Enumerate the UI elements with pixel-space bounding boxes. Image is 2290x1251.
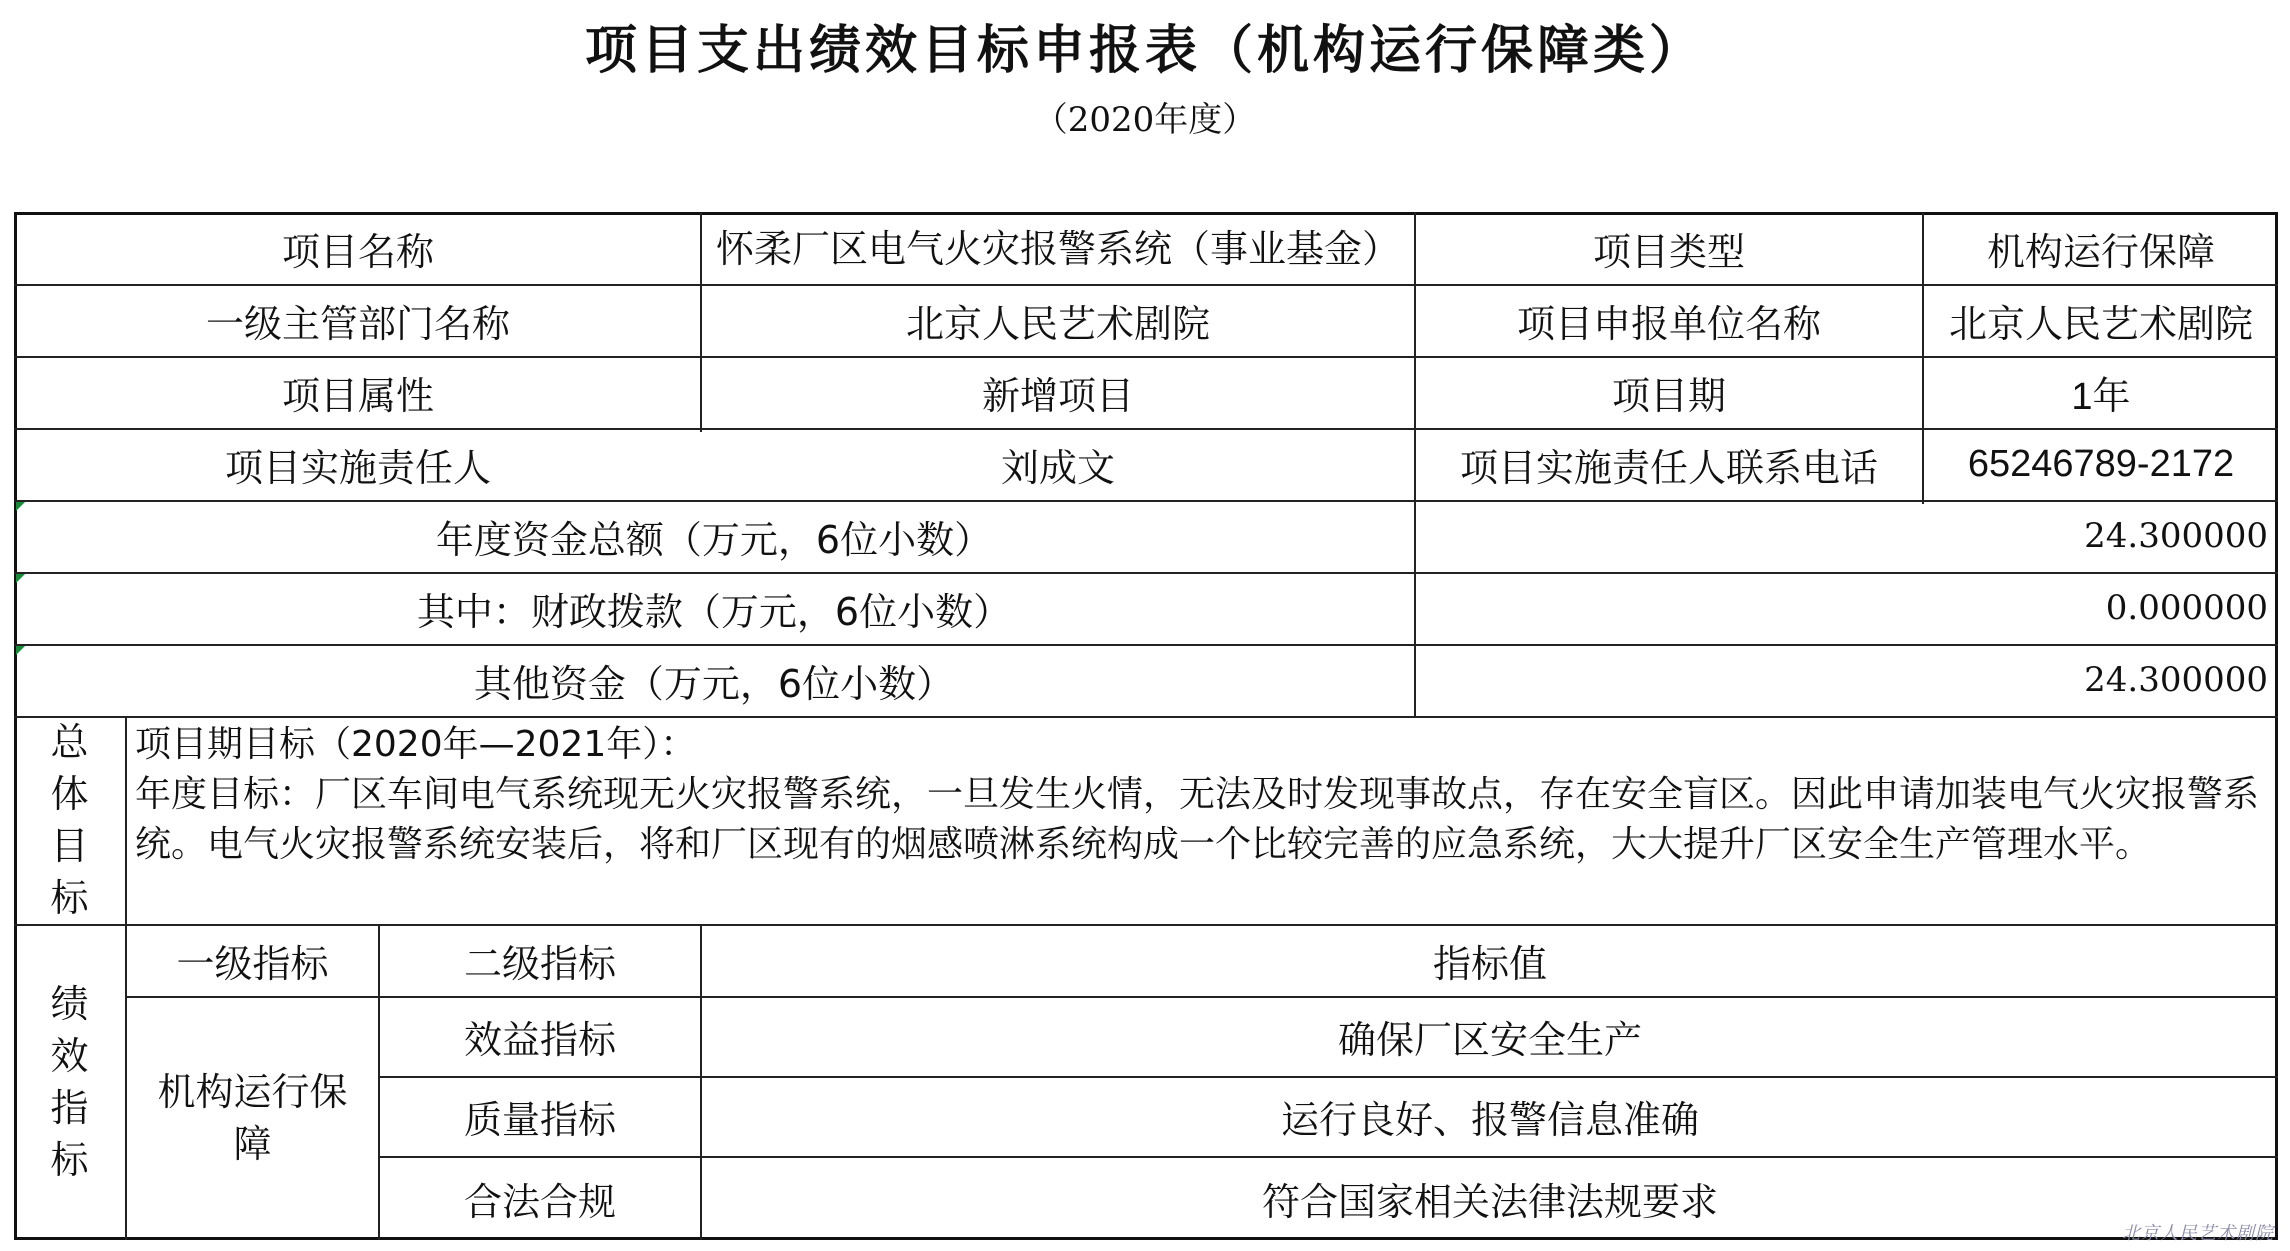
project-attribute-label: 项目属性 (281, 373, 434, 418)
indicator-value: 运行良好、报警信息准确 (1280, 1097, 1699, 1142)
department-value: 北京人民艺术剧院 (905, 301, 1210, 346)
level2-indicator-header: 二级指标 (463, 941, 616, 986)
performance-indicator-label: 绩 效 指 标 (50, 982, 89, 1182)
overall-goal-text (127, 716, 2278, 924)
reporting-unit-value: 北京人民艺术剧院 (1948, 301, 2253, 346)
project-type-label: 项目类型 (1592, 229, 1745, 274)
level2-indicator: 效益指标 (463, 1017, 616, 1062)
other-funds-label: 其他资金（万元，6位小数） (473, 661, 955, 706)
page-subtitle: （2020年度） (1033, 100, 1257, 140)
project-period-goal: 项目期目标（2020年—2021年）： (135, 724, 697, 765)
project-period-label: 项目期 (1611, 373, 1726, 418)
watermark-stamp: 北京人民艺术剧院 (2122, 1223, 2274, 1244)
level2-indicator: 质量指标 (463, 1097, 616, 1142)
page-title: 项目支出绩效目标申报表（机构运行保障类） (584, 21, 1705, 81)
reporting-unit-label: 项目申报单位名称 (1516, 301, 1821, 346)
contact-phone-value: 65246789-2172 (1967, 442, 2235, 485)
level1-indicator-header: 一级指标 (176, 941, 329, 986)
annual-total-funds-label: 年度资金总额（万元，6位小数） (435, 517, 993, 562)
project-type-value: 机构运行保障 (1986, 229, 2215, 274)
other-funds-value: 24.300000 (2084, 660, 2268, 700)
indicator-value: 符合国家相关法律法规要求 (1261, 1179, 1718, 1224)
department-label: 一级主管部门名称 (205, 301, 510, 346)
responsible-person-label: 项目实施责任人 (224, 445, 491, 490)
project-attribute-value: 新增项目 (981, 373, 1134, 418)
level2-indicator: 合法合规 (463, 1179, 616, 1224)
annual-goal: 年度目标：厂区车间电气系统现无火灾报警系统，一旦发生火情，无法及时发现事故点，存在安全盲区。因此申请加装电气火灾报警系统。电气火灾报警系统安装后，将和厂区现有的烟感喷淋系统构成一个比较完善的应急系统，大大提升厂区安全生产管理水平。 (135, 774, 2260, 865)
responsible-person-value: 刘成文 (1000, 445, 1115, 490)
indicator-value: 确保厂区安全生产 (1337, 1017, 1642, 1062)
contact-phone-label: 项目实施责任人联系电话 (1459, 445, 1878, 490)
overall-goal-label: 总 体 目 标 (50, 720, 89, 920)
annual-total-funds-value: 24.300000 (2084, 516, 2268, 556)
indicator-value-header: 指标值 (1432, 941, 1547, 986)
project-name-label: 项目名称 (281, 229, 434, 274)
project-name-value: 怀柔厂区电气火灾报警系统（事业基金） (715, 227, 1400, 271)
project-period-value: 1年 (2071, 375, 2131, 418)
fiscal-allocation-value: 0.000000 (2105, 588, 2268, 628)
level1-indicator-value: 机构运行保 障 (157, 1070, 348, 1166)
fiscal-allocation-label: 其中：财政拨款（万元，6位小数） (416, 589, 1012, 634)
